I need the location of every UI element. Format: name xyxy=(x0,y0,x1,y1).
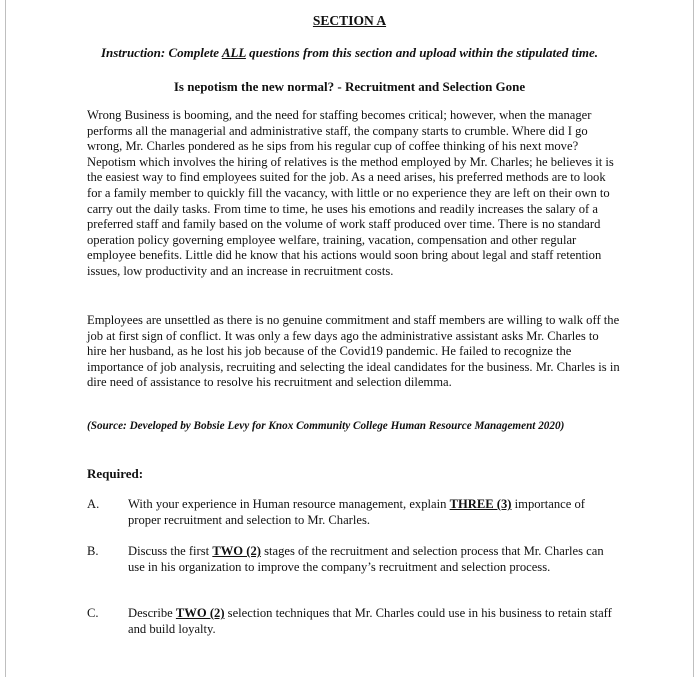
question-c-text xyxy=(128,606,618,637)
source-citation: (Source: Developed by Bobsie Levy for Knox Community College Human Resource Management 2020) xyxy=(87,420,565,432)
document-page xyxy=(5,0,694,677)
question-c-after: selection techniques that Mr. Charles could use in his business to retain staff and build loyalty. xyxy=(128,606,612,636)
required-heading: Required: xyxy=(87,466,144,481)
instruction-before: Instruction: Complete xyxy=(100,45,222,60)
question-b-before: Discuss the first xyxy=(128,544,213,558)
question-c-before: Describe xyxy=(128,606,176,620)
question-c-emphasis: TWO (2) xyxy=(175,606,225,620)
question-a-after: importance of proper recruitment and selection to Mr. Charles. xyxy=(128,497,585,527)
case-paragraph-1: Wrong Business is booming, and the need for staffing becomes critical; however, when the manager performs all the managerial and administrative staff, the company starts to crumble. Where did I go wrong, Mr. Charles pondered as he sips from his regular cup of coffee thinking of his next move? Nepotism which involves the hiring of relatives is the method employed by Mr. Charles; he believes it is the easiest way to find employees suited for the job. As a need arises, his preferred methods are to look for a family member to quickly fill the vacancy, with little or no experience they are left on their own to carry out the daily tasks. From time to time, he uses his emotions and readily increases the salary of a preferred staff and family based on the volume of work staff produced over time. There is no standard operation policy governing employee welfare, training, vacation, compensation and other regular employee benefits. Little did he know that his actions would soon bring about legal and staff retention issues, low productivity and an increase in recruitment costs. xyxy=(87,108,614,278)
question-b-emphasis: TWO (2) xyxy=(212,544,261,558)
question-b-after: stages of the recruitment and selection process that Mr. Charles can use in his organization to improve the company’s recruitment and selection process. xyxy=(128,544,604,574)
question-b-text xyxy=(128,544,618,575)
question-c-letter: C. xyxy=(87,606,99,620)
case-paragraph-2: Employees are unsettled as there is no genuine commitment and staff members are willing to walk off the job at first sign of conflict. It was only a few days ago the administrative assistant asks Mr. Charles to hire her husband, as he lost his job because of the Covid19 pandemic. He failed to recognize the importance of job analysis, recruiting and selecting the ideal candidates for the business. Mr. Charles is in dire need of assistance to resolve his recruitment and selection dilemma. xyxy=(87,313,620,390)
instruction-emphasis: ALL xyxy=(221,45,246,60)
instruction-after: questions from this section and upload within the stipulated time. xyxy=(245,45,599,60)
question-a-letter: A. xyxy=(87,497,100,511)
question-a-before: With your experience in Human resource management, explain xyxy=(128,497,450,511)
question-b-letter: B. xyxy=(87,544,99,558)
case-title: Is nepotism the new normal? - Recruitment and Selection Gone xyxy=(173,79,526,94)
question-a-text xyxy=(128,497,618,528)
instruction-line xyxy=(6,45,693,61)
question-a-emphasis: THREE (3) xyxy=(449,497,512,511)
section-title: SECTION A xyxy=(312,13,387,28)
